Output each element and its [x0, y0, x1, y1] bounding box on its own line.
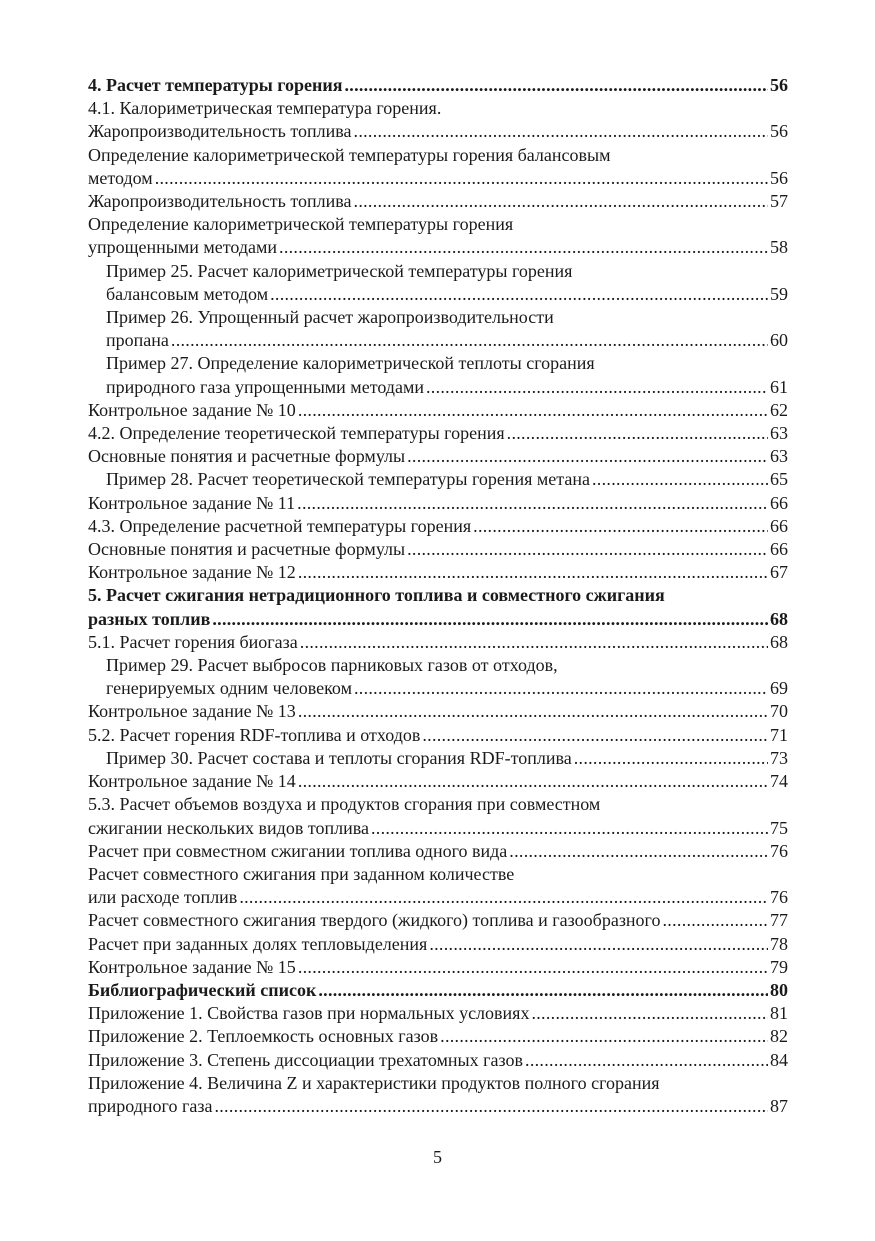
toc-entry-title: 4.3. Определение расчетной температуры горения	[88, 515, 472, 536]
toc-entry-final-line	[88, 770, 788, 793]
toc-entry-title: Контрольное задание № 12	[88, 562, 296, 583]
toc-entry-page: 68	[770, 608, 788, 629]
toc-entry-line: Пример 29. Расчет выбросов парниковых газов от отходов,	[106, 655, 558, 676]
toc-entry-title: Приложение 1. Свойства газов при нормальных условиях	[88, 1003, 530, 1024]
toc-entry	[88, 933, 788, 956]
dot-leader	[239, 886, 768, 909]
toc-entry-line: Пример 25. Расчет калориметрической температуры горения	[106, 260, 573, 281]
toc-entry-final-line	[88, 561, 788, 584]
toc-entry-page: 60	[770, 330, 788, 351]
toc-entry-title: 4. Расчет температуры горения	[88, 75, 343, 95]
toc-entry-page: 67	[770, 562, 788, 583]
toc-entry-line: 5. Расчет сжигания нетрадиционного топлива и совместного сжигания	[88, 585, 665, 606]
toc-entry-page: 77	[770, 910, 788, 931]
dot-leader	[171, 329, 768, 352]
toc-entry-title: Расчет совместного сжигания твердого (жидкого) топлива и газообразного	[88, 910, 661, 931]
toc-entry-final-line	[88, 886, 788, 909]
toc-entry	[88, 863, 788, 909]
toc-entry-final-line	[88, 631, 788, 654]
toc-entry-page: 73	[770, 747, 788, 768]
toc-entry-page: 69	[770, 678, 788, 699]
toc-entry	[88, 793, 788, 839]
toc-entry	[88, 468, 788, 491]
toc-entry-final-line	[88, 538, 788, 561]
dot-leader	[354, 677, 768, 700]
dot-leader	[354, 120, 768, 143]
toc-entry-title: Жаропроизводительность топлива	[88, 121, 352, 142]
toc-entry-page: 57	[770, 191, 788, 212]
toc-entry-final-line	[88, 236, 788, 259]
dot-leader	[371, 817, 768, 840]
dot-leader	[214, 1095, 768, 1118]
dot-leader	[212, 608, 768, 631]
toc-entry-page: 58	[770, 237, 788, 258]
toc-entry-page: 56	[770, 167, 788, 188]
toc-entry-page: 74	[770, 771, 788, 792]
toc-entry	[88, 1049, 788, 1072]
toc-entry-title: пропана	[106, 330, 169, 351]
toc-entry-page: 68	[770, 631, 788, 652]
toc-entry-page: 82	[770, 1026, 788, 1047]
toc-entry-page: 84	[770, 1049, 788, 1070]
table-of-contents	[88, 74, 788, 1118]
dot-leader	[318, 979, 768, 1002]
toc-entry-final-line	[106, 747, 788, 770]
toc-entry-final-line	[88, 956, 788, 979]
toc-entry-title: Контрольное задание № 13	[88, 701, 296, 722]
toc-entry-page: 71	[770, 724, 788, 745]
toc-entry	[88, 445, 788, 468]
dot-leader	[300, 631, 768, 654]
toc-entry-title: разных топлив	[88, 608, 211, 629]
toc-entry-page: 81	[770, 1003, 788, 1024]
toc-entry-title: или расходе топлив	[88, 887, 238, 908]
toc-entry	[88, 584, 788, 630]
toc-entry	[88, 747, 788, 770]
toc-entry-line: Определение калориметрической температуры горения балансовым	[88, 144, 611, 165]
toc-entry-line: 5.3. Расчет объемов воздуха и продуктов сгорания при совместном	[88, 794, 601, 815]
toc-entry-final-line	[88, 979, 788, 1002]
toc-entry-title: Библиографический список	[88, 979, 317, 1000]
toc-entry-title: Контрольное задание № 15	[88, 956, 296, 977]
toc-entry-page: 63	[770, 446, 788, 467]
toc-entry-title: Основные понятия и расчетные формулы	[88, 539, 406, 560]
toc-entry	[88, 770, 788, 793]
toc-entry-final-line	[88, 190, 788, 213]
toc-entry-final-line	[88, 840, 788, 863]
toc-entry-final-line	[88, 515, 788, 538]
toc-entry-final-line	[88, 700, 788, 723]
toc-entry-title: природного газа упрощенными методами	[106, 376, 424, 397]
dot-leader	[525, 1049, 768, 1072]
toc-entry-title: балансовым методом	[106, 283, 269, 304]
toc-entry-final-line	[88, 445, 788, 468]
toc-entry-title: Расчет при заданных долях тепловыделения	[88, 933, 428, 954]
toc-entry-page: 62	[770, 399, 788, 420]
toc-entry	[88, 631, 788, 654]
toc-entry-page: 63	[770, 423, 788, 444]
dot-leader	[344, 74, 768, 97]
toc-entry-final-line	[106, 376, 788, 399]
toc-entry-final-line	[106, 283, 788, 306]
toc-entry	[88, 654, 788, 700]
toc-entry-title: Пример 30. Расчет состава и теплоты сгорания RDF-топлива	[106, 747, 572, 768]
toc-entry	[88, 700, 788, 723]
toc-entry	[88, 306, 788, 352]
toc-entry-page: 79	[770, 956, 788, 977]
toc-entry-title: 5.1. Расчет горения биогаза	[88, 631, 298, 652]
toc-entry-line: Расчет совместного сжигания при заданном количестве	[88, 863, 515, 884]
toc-entry-line: 4.1. Калориметрическая температура горения.	[88, 98, 442, 119]
toc-entry-final-line	[88, 724, 788, 747]
toc-entry-title: Основные понятия и расчетные формулы	[88, 446, 406, 467]
toc-entry-page: 66	[770, 539, 788, 560]
dot-leader	[298, 956, 768, 979]
toc-entry-title: Контрольное задание № 10	[88, 399, 296, 420]
toc-entry-final-line	[88, 1025, 788, 1048]
toc-entry-page: 59	[770, 283, 788, 304]
toc-entry-page: 78	[770, 933, 788, 954]
dot-leader	[422, 724, 768, 747]
toc-entry	[88, 538, 788, 561]
dot-leader	[298, 770, 768, 793]
toc-entry-line: Пример 26. Упрощенный расчет жаропроизводительности	[106, 307, 554, 328]
toc-entry-title: сжигании нескольких видов топлива	[88, 817, 369, 838]
dot-leader	[507, 422, 768, 445]
toc-entry	[88, 561, 788, 584]
toc-entry-final-line	[88, 422, 788, 445]
toc-entry	[88, 260, 788, 306]
toc-entry-title: Контрольное задание № 14	[88, 771, 296, 792]
toc-entry-final-line	[88, 909, 788, 932]
dot-leader	[279, 236, 768, 259]
toc-entry-final-line	[88, 399, 788, 422]
toc-entry	[88, 909, 788, 932]
dot-leader	[298, 700, 768, 723]
dot-leader	[298, 399, 768, 422]
toc-entry-page: 66	[770, 492, 788, 513]
dot-leader	[531, 1002, 768, 1025]
dot-leader	[429, 933, 768, 956]
dot-leader	[298, 561, 768, 584]
toc-entry-page: 87	[770, 1095, 788, 1116]
toc-entry-final-line	[106, 329, 788, 352]
toc-entry	[88, 515, 788, 538]
toc-entry-title: 5.2. Расчет горения RDF-топлива и отходов	[88, 724, 421, 745]
dot-leader	[509, 840, 768, 863]
toc-entry-title: методом	[88, 167, 153, 188]
toc-entry-line: Приложение 4. Величина Z и характеристики продуктов полного сгорания	[88, 1072, 660, 1093]
toc-entry-title: упрощенными методами	[88, 237, 278, 258]
toc-entry	[88, 399, 788, 422]
toc-entry-final-line	[88, 1095, 788, 1118]
toc-entry	[88, 1002, 788, 1025]
toc-entry-page: 80	[770, 979, 788, 1000]
toc-entry	[88, 840, 788, 863]
toc-entry-title: Приложение 3. Степень диссоциации трехатомных газов	[88, 1049, 524, 1070]
toc-entry-final-line	[88, 1049, 788, 1072]
toc-entry-page: 65	[770, 469, 788, 490]
dot-leader	[440, 1025, 768, 1048]
toc-entry-page: 76	[770, 887, 788, 908]
toc-entry	[88, 190, 788, 213]
toc-entry-line: Пример 27. Определение калориметрической теплоты сгорания	[106, 353, 595, 374]
toc-entry-title: 4.2. Определение теоретической температуры горения	[88, 423, 505, 444]
toc-entry-page: 56	[770, 121, 788, 142]
toc-entry-final-line	[88, 608, 788, 631]
toc-entry	[88, 97, 788, 143]
toc-entry-page: 76	[770, 840, 788, 861]
dot-leader	[473, 515, 768, 538]
page-number: 5	[433, 1147, 442, 1167]
toc-entry-final-line	[88, 492, 788, 515]
toc-entry	[88, 422, 788, 445]
toc-entry-page: 75	[770, 817, 788, 838]
toc-entry	[88, 74, 788, 97]
toc-entry-final-line	[88, 74, 788, 97]
toc-entry-title: Контрольное задание № 11	[88, 492, 296, 513]
dot-leader	[407, 445, 768, 468]
toc-entry	[88, 1072, 788, 1118]
dot-leader	[426, 376, 768, 399]
toc-entry-title: природного газа	[88, 1095, 213, 1116]
dot-leader	[155, 167, 768, 190]
toc-entry-final-line	[88, 167, 788, 190]
toc-entry	[88, 724, 788, 747]
toc-entry-final-line	[88, 933, 788, 956]
dot-leader	[592, 468, 768, 491]
toc-entry-final-line	[88, 1002, 788, 1025]
dot-leader	[297, 492, 768, 515]
toc-entry-final-line	[106, 677, 788, 700]
dot-leader	[663, 909, 769, 932]
toc-entry	[88, 492, 788, 515]
toc-entry-page: 61	[770, 376, 788, 397]
dot-leader	[354, 190, 768, 213]
toc-entry-title: генерируемых одним человеком	[106, 678, 352, 699]
toc-entry-title: Расчет при совместном сжигании топлива одного вида	[88, 840, 508, 861]
toc-entry-line: Определение калориметрической температуры горения	[88, 214, 514, 235]
toc-entry	[88, 956, 788, 979]
toc-entry-page: 70	[770, 701, 788, 722]
toc-entry	[88, 979, 788, 1002]
toc-entry-title: Приложение 2. Теплоемкость основных газов	[88, 1026, 439, 1047]
dot-leader	[270, 283, 768, 306]
toc-entry-page: 56	[770, 75, 788, 95]
toc-entry	[88, 1025, 788, 1048]
toc-entry-title: Жаропроизводительность топлива	[88, 191, 352, 212]
toc-entry-final-line	[88, 817, 788, 840]
toc-entry	[88, 213, 788, 259]
toc-entry-final-line	[88, 120, 788, 143]
toc-entry	[88, 352, 788, 398]
toc-entry	[88, 144, 788, 190]
dot-leader	[407, 538, 768, 561]
toc-entry-final-line	[106, 468, 788, 491]
dot-leader	[574, 747, 768, 770]
toc-entry-title: Пример 28. Расчет теоретической температуры горения метана	[106, 469, 590, 490]
toc-entry-page: 66	[770, 515, 788, 536]
